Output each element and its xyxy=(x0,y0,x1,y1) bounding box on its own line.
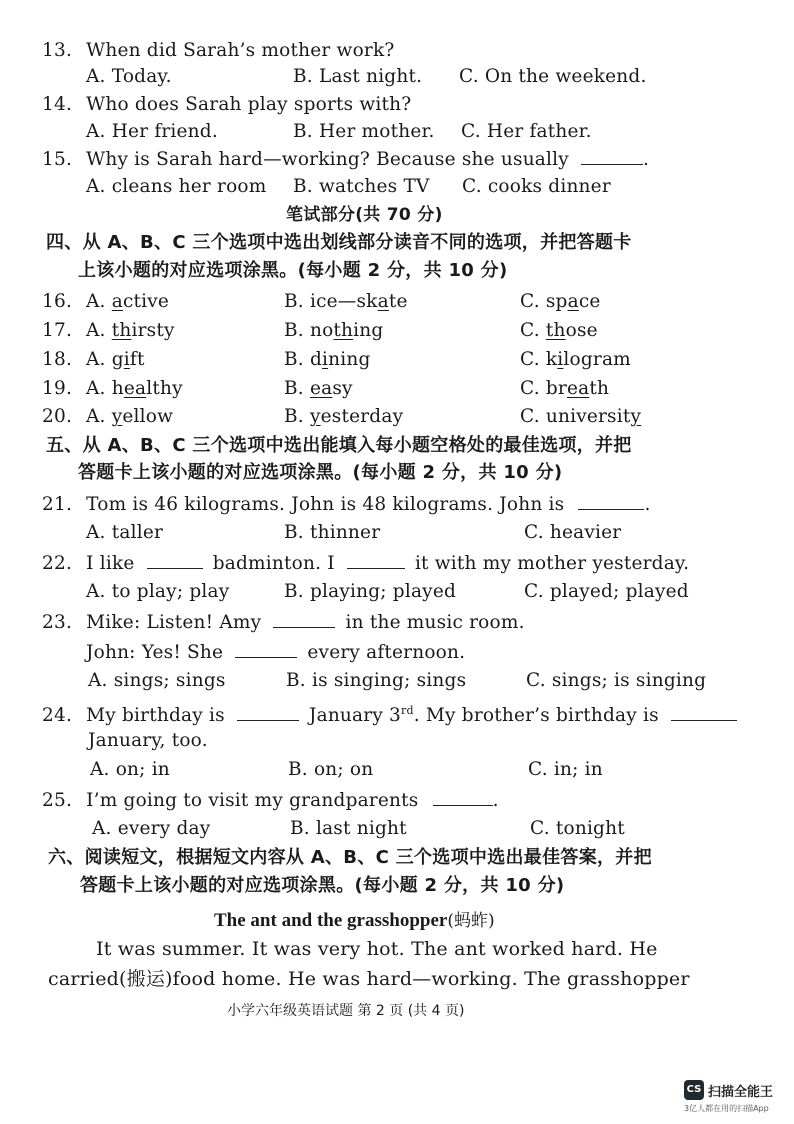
option-c: C. sings; is singing xyxy=(526,670,707,691)
option-b: B. Her mother. xyxy=(293,121,435,142)
question-number: 19. xyxy=(42,378,73,399)
option-c: C. kilogram xyxy=(520,349,631,370)
question-number: 16. xyxy=(42,291,73,312)
underlined-letters: a xyxy=(567,291,579,312)
question-22 xyxy=(42,550,689,577)
option-c: C. university xyxy=(520,406,642,427)
camscanner-logo-icon: CS xyxy=(684,1080,704,1100)
question-number: 22. xyxy=(42,553,73,574)
underlined-letters: i xyxy=(322,349,329,370)
answer-blank xyxy=(581,146,643,165)
option-b: B. thinner xyxy=(284,522,381,543)
section-4-instruction-line2: 上该小题的对应选项涂黑。(每小题 2 分，共 10 分) xyxy=(78,260,508,281)
question-number: 15. xyxy=(42,149,73,170)
question-number: 18. xyxy=(42,349,73,370)
underlined-letters: th xyxy=(111,320,132,341)
option-b: B. yesterday xyxy=(284,406,404,427)
page-footer: 小学六年级英语试题 第 2 页 (共 4 页) xyxy=(227,1003,465,1019)
option-c: C. breath xyxy=(520,378,610,399)
passage-line-2: carried(搬运)food home. He was hard—working. The grasshopper xyxy=(48,968,690,990)
passage-title-text: The ant and the grasshopper xyxy=(214,910,448,931)
option-c: C. those xyxy=(520,320,598,341)
option-a: A. Her friend. xyxy=(86,121,218,142)
option-a: A. active xyxy=(86,291,170,312)
answer-blank-1 xyxy=(147,550,203,569)
question-text: Mike: Listen! Amy xyxy=(86,612,262,633)
answer-blank-2 xyxy=(347,550,405,569)
question-text: January 3 xyxy=(308,705,402,727)
underlined-letters: i xyxy=(557,349,564,370)
question-24 xyxy=(42,698,737,729)
underlined-letters: ea xyxy=(309,378,333,399)
question-text: in the music room. xyxy=(345,612,525,633)
underlined-letters: y xyxy=(630,406,642,427)
question-24-line2: January, too. xyxy=(88,730,208,751)
question-23-line2 xyxy=(86,639,465,666)
section-4-instruction-line1: 四、从 A、B、C 三个选项中选出划线部分读音不同的选项，并把答题卡 xyxy=(46,232,632,253)
option-c: C. cooks dinner xyxy=(462,176,611,197)
question-number: 24. xyxy=(42,705,73,727)
question-text: every afternoon. xyxy=(307,642,466,663)
passage-line-1: It was summer. It was very hot. The ant worked hard. He xyxy=(96,938,658,960)
underlined-letters: a xyxy=(111,291,123,312)
question-number: 25. xyxy=(42,790,73,811)
option-c: C. heavier xyxy=(524,522,622,543)
answer-blank-1 xyxy=(273,609,335,628)
written-part-heading: 笔试部分(共 70 分) xyxy=(286,205,443,225)
option-a: A. cleans her room xyxy=(86,176,267,197)
question-number: 21. xyxy=(42,494,73,515)
option-a: A. yellow xyxy=(86,406,174,427)
underlined-letters: ea xyxy=(123,378,147,399)
question-text: I’m going to visit my grandparents xyxy=(86,790,419,811)
underlined-letters: a xyxy=(377,291,389,312)
answer-blank-1 xyxy=(237,702,299,721)
question-text: badminton. I xyxy=(212,553,335,574)
option-b: B. dining xyxy=(284,349,371,370)
option-a: A. sings; sings xyxy=(88,670,226,691)
option-c: C. On the weekend. xyxy=(459,66,647,87)
option-c: C. Her father. xyxy=(461,121,592,142)
question-text: it with my mother yesterday. xyxy=(414,553,690,574)
underlined-letters: th xyxy=(545,320,566,341)
period: . xyxy=(644,494,651,515)
ordinal-suffix: rd xyxy=(401,704,414,717)
question-number: 13. xyxy=(42,40,73,61)
question-text: John: Yes! She xyxy=(86,642,224,663)
option-a: A. healthy xyxy=(86,378,183,399)
underlined-letters: y xyxy=(309,406,321,427)
answer-blank xyxy=(433,787,493,806)
scanner-watermark xyxy=(684,1080,792,1120)
question-14 xyxy=(42,92,411,118)
question-13 xyxy=(42,38,394,64)
question-text: I like xyxy=(86,553,135,574)
underlined-letters: y xyxy=(111,406,123,427)
option-b: B. playing; played xyxy=(284,581,457,602)
question-25 xyxy=(42,787,499,814)
watermark-tagline: 3亿人都在用的扫描App xyxy=(684,1104,769,1113)
option-a: A. every day xyxy=(92,818,211,839)
option-c: C. in; in xyxy=(528,759,603,780)
section-6-instruction-line2: 答题卡上该小题的对应选项涂黑。(每小题 2 分，共 10 分) xyxy=(80,875,565,896)
passage-title-cn: (蚂蚱) xyxy=(447,911,495,931)
option-b: B. watches TV xyxy=(293,176,430,197)
option-a: A. to play; play xyxy=(86,581,230,602)
option-c: C. space xyxy=(520,291,601,312)
option-c: C. played; played xyxy=(524,581,689,602)
question-21 xyxy=(42,491,651,518)
section-5-instruction-line1: 五、从 A、B、C 三个选项中选出能填入每小题空格处的最佳选项，并把 xyxy=(46,435,632,456)
question-text: Who does Sarah play sports with? xyxy=(86,94,412,115)
question-number: 17. xyxy=(42,320,73,341)
section-5-instruction-line2: 答题卡上该小题的对应选项涂黑。(每小题 2 分，共 10 分) xyxy=(78,462,563,483)
question-text: Why is Sarah hard—working? Because she usually xyxy=(86,149,569,170)
question-text: When did Sarah’s mother work? xyxy=(86,40,395,61)
passage-title xyxy=(214,906,495,932)
question-text: . My brother’s birthday is xyxy=(413,705,659,727)
question-15 xyxy=(42,146,649,173)
period: . xyxy=(643,149,650,170)
answer-blank-2 xyxy=(671,702,737,721)
option-a: A. Today. xyxy=(86,66,172,87)
option-a: A. on; in xyxy=(90,759,170,780)
option-b: B. on; on xyxy=(288,759,374,780)
question-number: 14. xyxy=(42,94,73,115)
underlined-letters: ea xyxy=(566,378,590,399)
option-b: B. nothing xyxy=(284,320,384,341)
option-b: B. Last night. xyxy=(293,66,423,87)
underlined-letters: th xyxy=(333,320,354,341)
question-text: Tom is 46 kilograms. John is 48 kilograms. John is xyxy=(86,494,565,515)
option-b: B. last night xyxy=(290,818,407,839)
question-23 xyxy=(42,609,525,636)
question-text: My birthday is xyxy=(86,705,225,727)
option-b: B. ice—skate xyxy=(284,291,408,312)
option-c: C. tonight xyxy=(530,818,625,839)
answer-blank-2 xyxy=(235,639,297,658)
option-a: A. thirsty xyxy=(86,320,175,341)
question-number: 20. xyxy=(42,406,73,427)
question-number: 23. xyxy=(42,612,73,633)
option-b: B. easy xyxy=(284,378,353,399)
period: . xyxy=(492,790,499,811)
option-a: A. taller xyxy=(86,522,164,543)
option-b: B. is singing; sings xyxy=(286,670,467,691)
underlined-letters: i xyxy=(123,349,130,370)
answer-blank xyxy=(578,491,644,510)
watermark-name: 扫描全能王 xyxy=(708,1085,774,1100)
option-a: A. gift xyxy=(86,349,145,370)
section-6-instruction-line1: 六、阅读短文，根据短文内容从 A、B、C 三个选项中选出最佳答案，并把 xyxy=(48,847,652,868)
